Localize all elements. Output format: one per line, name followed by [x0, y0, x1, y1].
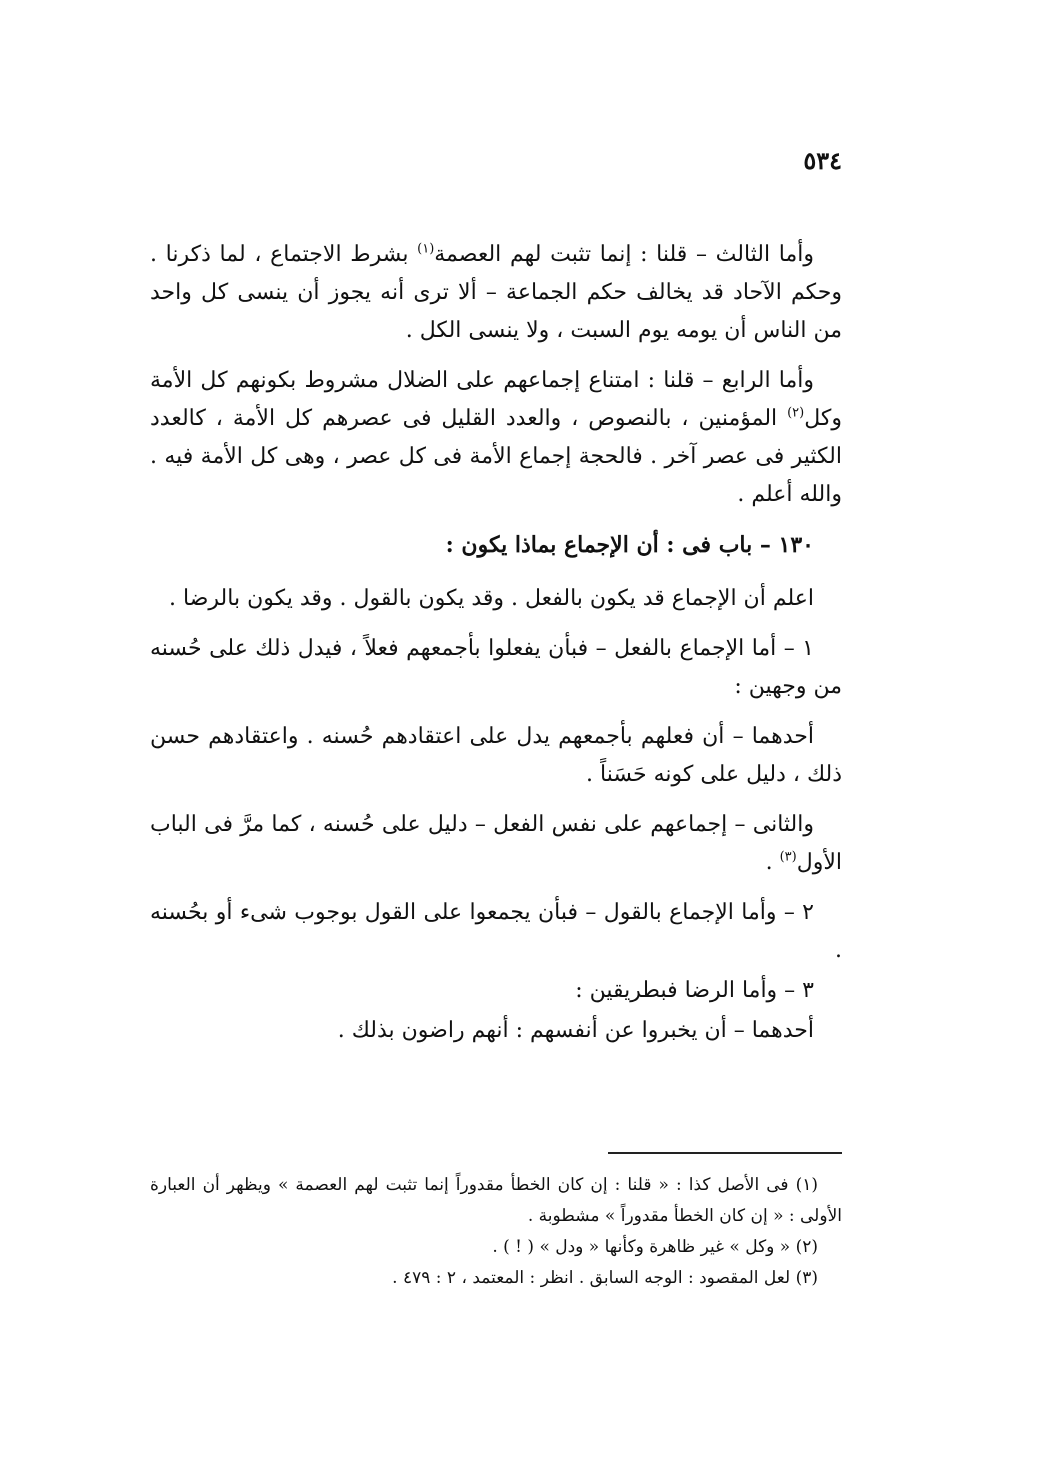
footnote-1: (١) فى الأصل كذا : « قلنا : إن كان الخطأ مقدوراً إنما تثبت لهم العصمة » ويظهر أن العبارة الأولى : « إن كان الخطأ مقدوراً » مشطوبة . [150, 1175, 842, 1226]
paragraph-text: وأما الرابع – قلنا : امتناع إجماعهم على الضلال مشروط بكونهم كل الأمة وكل [150, 368, 842, 431]
footnote-2: (٢) « وكل » غير ظاهرة وكأنها « ودل » ( ! ) . [492, 1237, 818, 1257]
section-heading: ١٣٠ – باب فى : أن الإجماع بماذا يكون : [445, 532, 814, 558]
paragraph-consensus-by-speech: ٢ – وأما الإجماع بالقول – فبأن يجمعوا على القول بوجوب شىء أو بحُسنه . [150, 900, 842, 963]
paragraph-text: وأما الثالث – قلنا : إنما تثبت لهم العصمة [434, 242, 814, 267]
footnote-3: (٣) لعل المقصود : الوجه السابق . انظر : المعتمد ، ٢ : ٤٧٩ . [392, 1268, 818, 1288]
paragraph-consensus-by-approval: ٣ – وأما الرضا فبطريقين : [575, 978, 814, 1003]
paragraph-text-continued: . [765, 850, 780, 875]
paragraph-text-continued: بشرط الاجتماع ، لما ذكرنا . وحكم الآحاد قد يخالف حكم الجماعة – ألا ترى أنه يجوز أن ينسى كل واحد من الناس أن يومه يوم السبت ، ولا ينسى الكل . [150, 242, 842, 343]
footnote-marker: (٣) [779, 849, 797, 865]
paragraph-first-method: أحدهما – أن يخبروا عن أنفسهم : أنهم راضون بذلك . [337, 1018, 814, 1043]
page-number: ٥٣٤ [803, 146, 842, 175]
paragraph-text: والثانى – إجماعهم على نفس الفعل – دليل على حُسنه ، كما مرَّ فى الباب الأول [150, 812, 842, 875]
paragraph-consensus-by-action: ١ – أما الإجماع بالفعل – فبأن يفعلوا بأجمعهم فعلاً ، فيدل ذلك على حُسنه من وجهين : [150, 636, 842, 699]
footnote-marker: (٢) [787, 405, 805, 421]
footnote-divider [608, 1152, 842, 1154]
paragraph-text-continued: المؤمنين ، بالنصوص ، والعدد القليل فى عصرهم كل الأمة ، كالعدد الكثير فى عصر آخر . فالحجة إجماع الأمة فى كل عصر ، وهى كل الأمة فيه . والله أعلم . [150, 406, 842, 507]
paragraph-second-way [150, 806, 842, 882]
paragraph-fourth-objection [150, 362, 842, 514]
footnote-marker: (١) [417, 241, 435, 257]
main-text [150, 236, 842, 1050]
paragraph-first-way: أحدهما – أن فعلهم بأجمعهم يدل على اعتقادهم حُسنه . واعتقادهم حسن ذلك ، دليل على كونه حَسَناً . [150, 724, 842, 787]
paragraph-third-objection [150, 236, 842, 350]
paragraph-intro: اعلم أن الإجماع قد يكون بالفعل . وقد يكون بالقول . وقد يكون بالرضا . [169, 586, 814, 611]
footnotes [150, 1170, 842, 1294]
